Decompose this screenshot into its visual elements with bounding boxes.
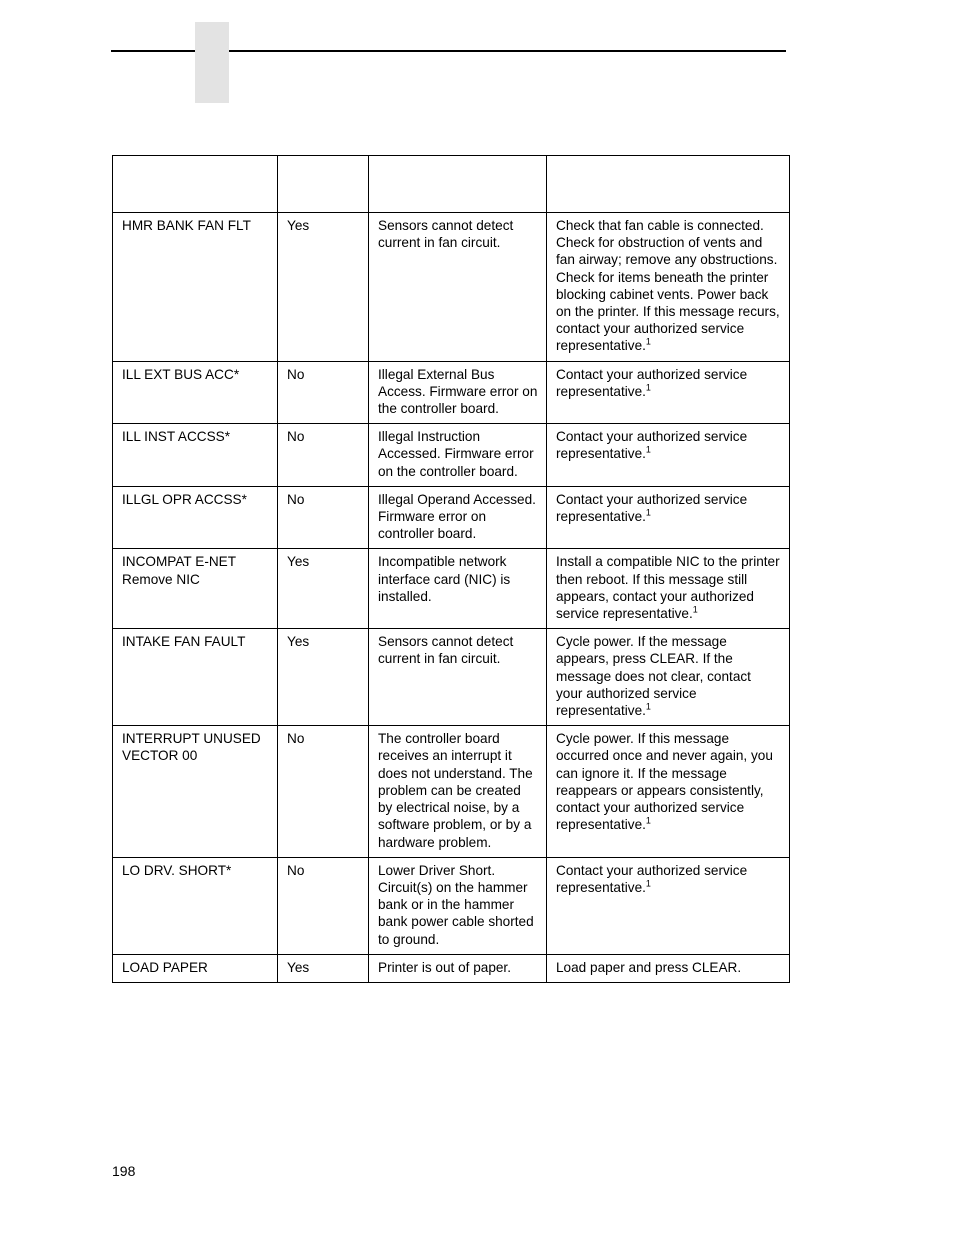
flag-cell: No bbox=[278, 361, 369, 424]
footnote-ref: 1 bbox=[645, 701, 651, 712]
solution-cell bbox=[547, 629, 790, 726]
solution-text: Contact your authorized service representative. bbox=[556, 862, 748, 895]
solution-text: Cycle power. If this message occurred once and never again, you can ignore it. If the message reappears or appears consistently, contact your authorized service representative. bbox=[556, 731, 773, 833]
table-row bbox=[113, 726, 790, 857]
flag-cell: Yes bbox=[278, 629, 369, 726]
solution-text: Install a compatible NIC to the printer then reboot. If this message still appears, contact your authorized service representative. bbox=[556, 554, 780, 622]
message-cell: ILLGL OPR ACCSS* bbox=[113, 486, 278, 549]
solution-text: Load paper and press CLEAR. bbox=[556, 959, 742, 975]
explanation-cell: Illegal Instruction Accessed. Firmware error on the controller board. bbox=[369, 424, 547, 487]
explanation-cell: Lower Driver Short. Circuit(s) on the hammer bank or in the hammer bank power cable shorted to ground. bbox=[369, 857, 547, 954]
solution-text: Contact your authorized service representative. bbox=[556, 429, 748, 462]
solution-text: Cycle power. If the message appears, press CLEAR. If the message does not clear, contact your authorized service representative. bbox=[556, 634, 751, 719]
message-cell: INCOMPAT E-NET Remove NIC bbox=[113, 549, 278, 629]
explanation-cell: The controller board receives an interrupt it does not understand. The problem can be created by electrical noise, by a software problem, or by a hardware problem. bbox=[369, 726, 547, 857]
footnote-ref: 1 bbox=[645, 336, 651, 347]
table-row bbox=[113, 486, 790, 549]
table-row bbox=[113, 213, 790, 362]
solution-text: Contact your authorized service representative. bbox=[556, 491, 748, 525]
explanation-cell: Illegal External Bus Access. Firmware error on the controller board. bbox=[369, 361, 547, 424]
message-cell: HMR BANK FAN FLT bbox=[113, 213, 278, 362]
table-row bbox=[113, 361, 790, 424]
explanation-cell: Printer is out of paper. bbox=[369, 954, 547, 982]
table-row bbox=[113, 954, 790, 982]
table-row bbox=[113, 549, 790, 629]
solution-cell bbox=[547, 857, 790, 954]
header-cell-explanation bbox=[369, 156, 547, 213]
page-number: 198 bbox=[112, 1163, 136, 1179]
flag-cell: Yes bbox=[278, 954, 369, 982]
message-cell: ILL INST ACCSS* bbox=[113, 424, 278, 487]
message-cell: INTAKE FAN FAULT bbox=[113, 629, 278, 726]
table-row bbox=[113, 424, 790, 487]
flag-cell: No bbox=[278, 424, 369, 487]
flag-cell: No bbox=[278, 726, 369, 857]
flag-cell: No bbox=[278, 486, 369, 549]
message-cell: LO DRV. SHORT* bbox=[113, 857, 278, 954]
message-cell: LOAD PAPER bbox=[113, 954, 278, 982]
table-row bbox=[113, 629, 790, 726]
header-cell-solution bbox=[547, 156, 790, 213]
solution-cell bbox=[547, 213, 790, 362]
message-cell: INTERRUPT UNUSED VECTOR 00 bbox=[113, 726, 278, 857]
flag-cell: No bbox=[278, 857, 369, 954]
solution-text: Check that fan cable is connected. Check for obstruction of vents and fan airway; remove any obstructions. Check for items beneath the printer blocking cabinet vents. Power back on the printer. If this message recurs, contact your authorized service representative. bbox=[556, 218, 780, 354]
footnote-ref: 1 bbox=[645, 507, 651, 518]
header-cell-flag bbox=[278, 156, 369, 213]
footnote-ref: 1 bbox=[645, 444, 651, 455]
header-cell-message bbox=[113, 156, 278, 213]
solution-cell bbox=[547, 486, 790, 549]
footnote-ref: 1 bbox=[645, 878, 651, 889]
chapter-tab bbox=[195, 22, 229, 103]
explanation-cell: Incompatible network interface card (NIC) is installed. bbox=[369, 549, 547, 629]
solution-cell bbox=[547, 549, 790, 629]
footnote-ref: 1 bbox=[645, 382, 651, 393]
table-row bbox=[113, 857, 790, 954]
message-cell: ILL EXT BUS ACC* bbox=[113, 361, 278, 424]
message-table bbox=[112, 155, 790, 983]
footnote-ref: 1 bbox=[692, 604, 698, 615]
solution-cell bbox=[547, 726, 790, 857]
solution-cell bbox=[547, 361, 790, 424]
explanation-cell: Illegal Operand Accessed. Firmware error on controller board. bbox=[369, 486, 547, 549]
solution-cell bbox=[547, 424, 790, 487]
explanation-cell: Sensors cannot detect current in fan circuit. bbox=[369, 629, 547, 726]
solution-text: Contact your authorized service representative. bbox=[556, 366, 748, 399]
solution-cell bbox=[547, 954, 790, 982]
footnote-ref: 1 bbox=[645, 815, 651, 826]
explanation-cell: Sensors cannot detect current in fan circuit. bbox=[369, 213, 547, 362]
table-header-row bbox=[113, 156, 790, 213]
chapter-tab-overlay bbox=[195, 50, 229, 52]
flag-cell: Yes bbox=[278, 213, 369, 362]
flag-cell: Yes bbox=[278, 549, 369, 629]
